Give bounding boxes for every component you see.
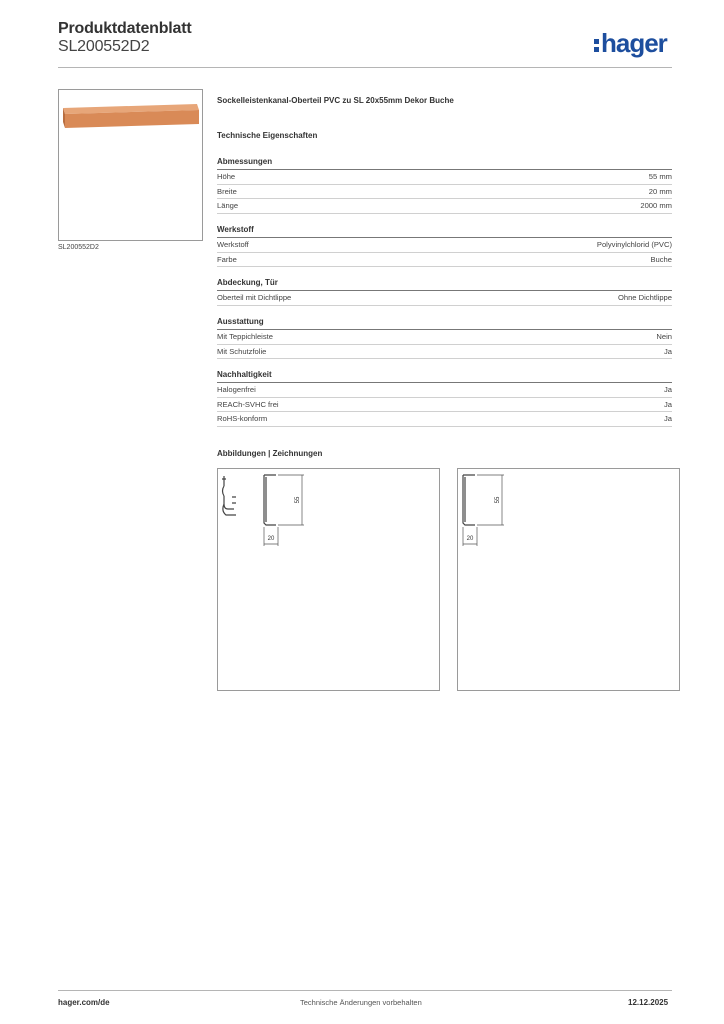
table-row <box>217 185 672 200</box>
row-label: Mit Schutzfolie <box>217 346 267 356</box>
drawing-frame-2 <box>457 468 680 691</box>
row-value: 2000 mm <box>640 201 672 210</box>
table-row <box>217 345 672 360</box>
table-row <box>217 291 672 306</box>
dim-height-label: 55 <box>495 496 501 504</box>
table-row <box>217 199 672 214</box>
row-label: Länge <box>217 201 239 210</box>
table-row <box>217 253 672 268</box>
row-value: Nein <box>656 332 672 341</box>
section-title: Abmessungen <box>217 156 672 170</box>
product-image <box>59 90 202 240</box>
table-row <box>217 383 672 398</box>
product-image-caption: SL200552D2 <box>58 244 99 251</box>
row-value: Polyvinylchlorid (PVC) <box>596 240 672 249</box>
row-label: Werkstoff <box>217 240 249 249</box>
section-title: Nachhaltigkeit <box>217 369 672 383</box>
row-value: Ja <box>663 385 672 394</box>
technical-heading: Technische Eigenschaften <box>217 131 318 140</box>
section-cover <box>217 277 672 306</box>
row-value: Ja <box>663 346 672 356</box>
cross-section-drawing-2 <box>458 469 679 690</box>
section-title: Abdeckung, Tür <box>217 277 672 291</box>
logo-text: hager <box>601 28 667 58</box>
article-number: SL200552D2 <box>58 38 150 55</box>
drawing-frame-1 <box>217 468 440 691</box>
row-value: Ohne Dichtlippe <box>617 293 672 302</box>
row-label: REACh-SVHC frei <box>217 399 279 409</box>
table-row <box>217 412 672 427</box>
table-row <box>217 170 672 185</box>
hager-logo <box>594 28 667 59</box>
row-label: Oberteil mit Dichtlippe <box>217 293 292 302</box>
table-row <box>217 238 672 253</box>
section-material <box>217 224 672 267</box>
row-value: 55 mm <box>648 172 672 181</box>
table-row <box>217 330 672 345</box>
row-value: Buche <box>650 254 672 264</box>
row-value: Ja <box>663 399 672 409</box>
row-label: Halogenfrei <box>217 385 256 394</box>
table-row <box>217 398 672 413</box>
row-label: Höhe <box>217 172 236 181</box>
row-value: Ja <box>663 414 672 423</box>
footer-website-link[interactable]: hager.com/de <box>58 998 110 1007</box>
row-label: Farbe <box>217 254 237 264</box>
cross-section-drawing-1 <box>218 469 439 690</box>
logo-dots-icon <box>594 36 599 55</box>
row-label: Breite <box>217 186 237 196</box>
footer-note: Technische Änderungen vorbehalten <box>300 998 422 1007</box>
section-title: Werkstoff <box>217 224 672 238</box>
page-title: Produktdatenblatt <box>58 20 192 37</box>
row-label: Mit Teppichleiste <box>217 332 273 341</box>
section-sustainability <box>217 369 672 427</box>
footer-date: 12.12.2025 <box>628 998 669 1007</box>
dim-height-label: 55 <box>295 496 301 504</box>
section-equipment <box>217 316 672 359</box>
product-image-frame <box>58 89 203 241</box>
drawings-heading: Abbildungen | Zeichnungen <box>217 449 323 458</box>
product-description: Sockelleistenkanal-Oberteil PVC zu SL 20x55mm Dekor Buche <box>217 96 454 105</box>
section-dimensions <box>217 156 672 214</box>
footer-divider <box>58 990 672 991</box>
section-title: Ausstattung <box>217 316 672 330</box>
dim-width-label: 20 <box>466 536 474 542</box>
row-value: 20 mm <box>648 186 672 196</box>
row-label: RoHS-konform <box>217 414 268 423</box>
dim-width-label: 20 <box>267 536 275 542</box>
header-divider <box>58 67 672 68</box>
technical-heading-block <box>217 130 672 142</box>
